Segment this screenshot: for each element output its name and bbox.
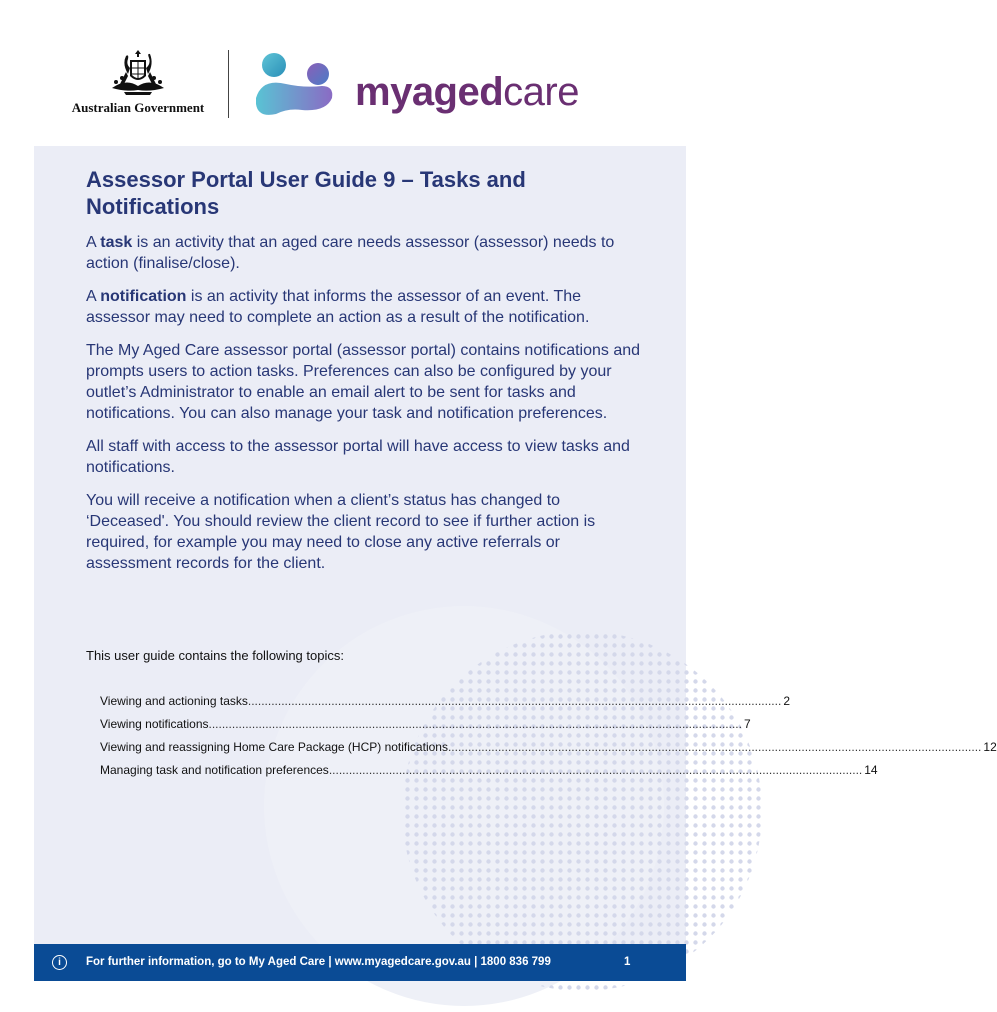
toc-title: Managing task and notification preferences [100, 763, 329, 777]
page-number: 1 [624, 956, 631, 968]
task-pre: A [86, 234, 101, 251]
staff-access-note: All staff with access to the assessor portal will have access to view tasks and notifications. [86, 438, 630, 476]
toc-entry[interactable] [100, 694, 790, 717]
page-footer [34, 944, 686, 981]
portal-description: The My Aged Care assessor portal (assessor portal) contains notifications and prompts users to action tasks. Preferences can also be configured by your outlet’s Administrator to enable an email alert to be sent for tasks and notifications. You can also manage your task and notification preferences. [86, 342, 641, 422]
notif-term: notification [100, 288, 187, 305]
header-divider [228, 50, 229, 118]
toc-page: 14 [864, 763, 878, 777]
task-definition [86, 232, 646, 274]
toc-title: Viewing and reassigning Home Care Package (HCP) notifications [100, 740, 448, 754]
toc-entry[interactable] [100, 740, 997, 763]
page-header [0, 0, 716, 146]
notif-post: is an activity that informs the assessor of an event. The assessor may need to complete an action as a result of the notification. [86, 288, 590, 326]
myagedcare-wordmark [355, 70, 579, 115]
toc-leader: ................................................................................................................................................................ [247, 694, 782, 708]
people-logo-icon [252, 52, 336, 118]
page-title: Assessor Portal User Guide 9 – Tasks and Notifications [86, 167, 526, 219]
table-of-contents [100, 694, 997, 786]
notification-definition [86, 286, 646, 328]
main-content [86, 166, 646, 574]
brand-part-2: care [503, 70, 579, 114]
toc-page: 2 [783, 694, 790, 708]
task-term: task [100, 234, 133, 251]
topics-intro: This user guide contains the following topics: [86, 648, 344, 663]
toc-leader: ................................................................................................................................................................ [447, 740, 982, 754]
deceased-notification-note: You will receive a notification when a client’s status has changed to ‘Deceased'. You should review the client record to see if further action is required, for example you may need to close any active referrals or assessment records for the client. [86, 492, 596, 572]
toc-entry[interactable] [100, 763, 878, 786]
toc-title: Viewing notifications [100, 717, 209, 731]
toc-page: 7 [743, 717, 751, 731]
toc-leader: ................................................................................................................................................................ [328, 763, 863, 777]
task-post: is an activity that an aged care needs assessor (assessor) needs to action (finalise/close). [86, 234, 615, 272]
info-icon: i [52, 955, 67, 970]
toc-leader: ................................................................................................................................................................ [208, 717, 742, 731]
australian-government-logo [68, 48, 208, 116]
brand-part-1: myaged [355, 70, 504, 114]
coat-of-arms-icon [106, 48, 170, 98]
footer-text: For further information, go to My Aged Care | www.myagedcare.gov.au | 1800 836 799 [86, 956, 551, 968]
content-panel [34, 146, 997, 944]
notif-pre: A [86, 288, 101, 305]
toc-page: 12 [983, 740, 997, 754]
toc-title: Viewing and actioning tasks [100, 694, 248, 708]
toc-entry[interactable] [100, 717, 751, 740]
government-name: Australian Government [71, 100, 205, 115]
